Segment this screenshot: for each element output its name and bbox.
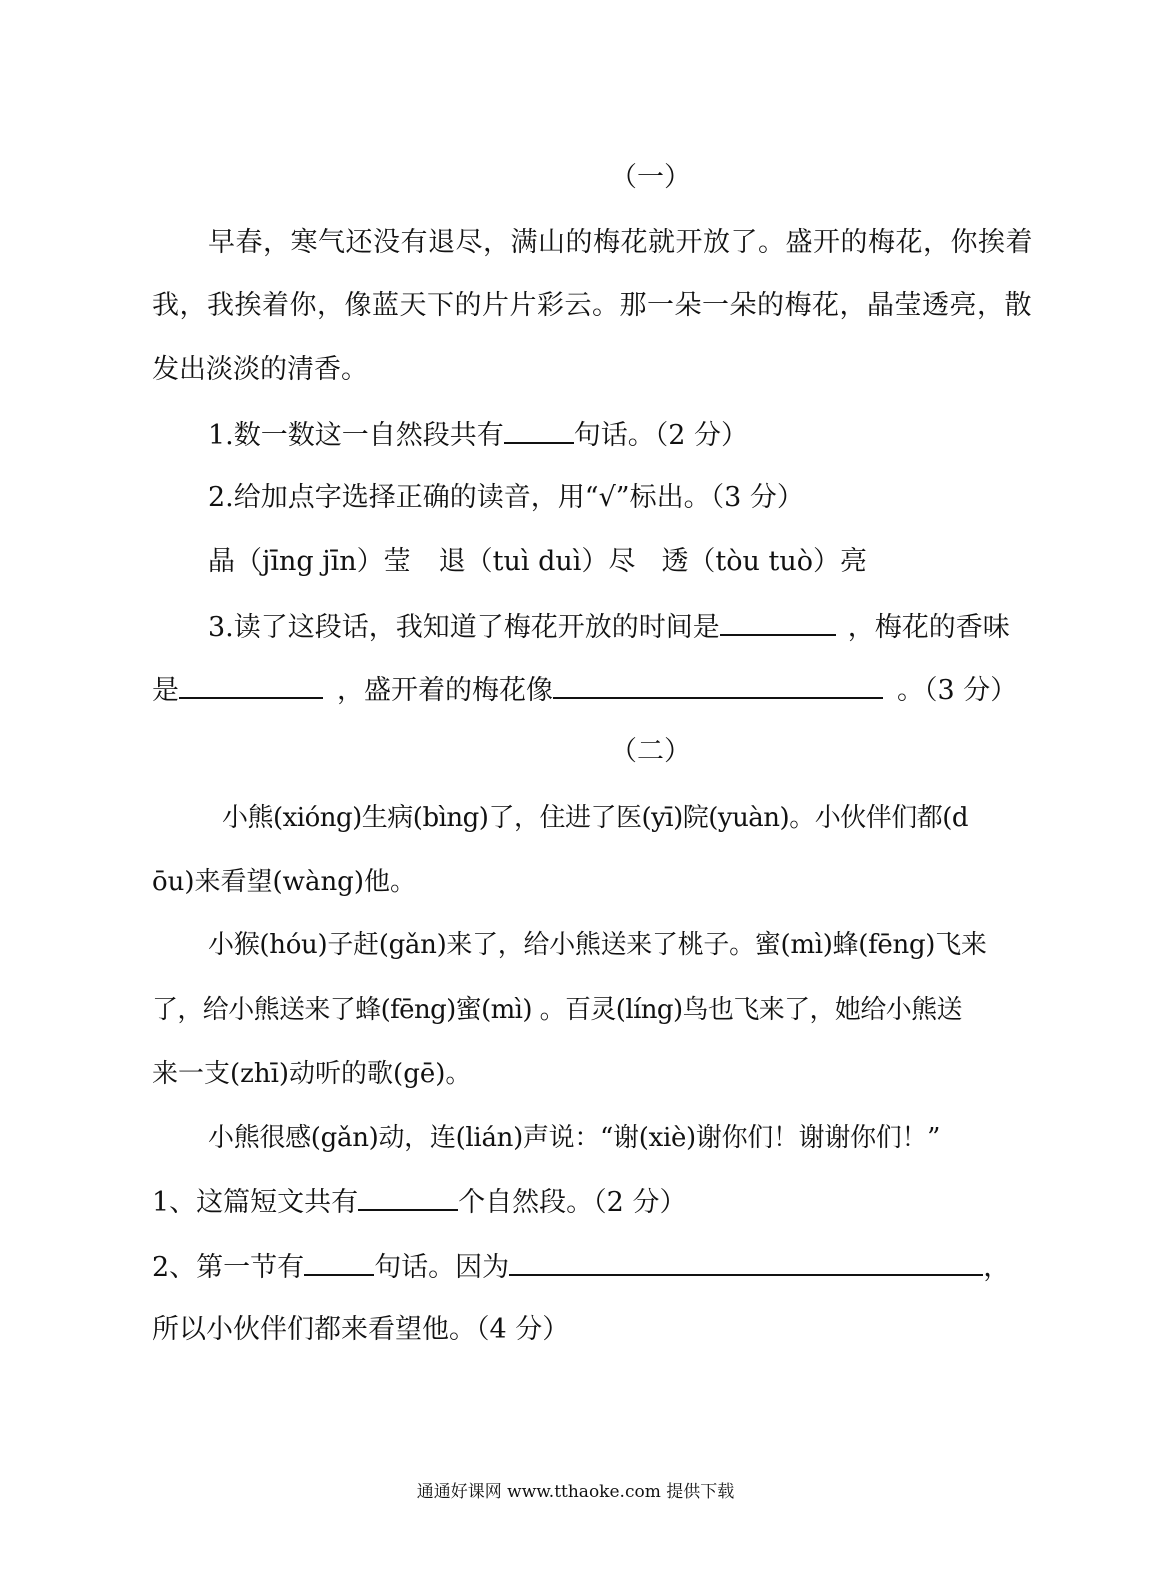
pinyin-option-3[interactable]: 透（tòu tuò）亮 [661, 546, 868, 577]
answer-blank[interactable] [553, 671, 883, 699]
section2-question1 [152, 1183, 686, 1219]
section1-question3-lead: 是 [152, 675, 179, 706]
section1-question2: 2.给加点字选择正确的读音，用“√”标出。（3 分） [208, 482, 804, 513]
section1-question3-line1 [208, 608, 1010, 644]
section1-question2-options [208, 544, 867, 580]
section2-question1-tail: 个自然段。（2 分） [458, 1187, 687, 1218]
section1-question1-tail: 句话。（2 分） [573, 420, 749, 451]
section2-p3-line1: 小熊很感(gǎn)动，连(lián)声说：“谢(xiè)谢你们！谢谢你们！” [208, 1123, 941, 1153]
section2-heading: （二） [610, 736, 691, 767]
section1-heading: （一） [610, 162, 691, 193]
section1-passage-line3: 发出淡淡的清香。 [152, 354, 368, 385]
answer-blank[interactable] [358, 1183, 458, 1211]
section2-p2-line3: 来一支(zhī)动听的歌(gē)。 [152, 1059, 472, 1089]
section2-question1-text: 1、这篇短文共有 [152, 1187, 359, 1218]
section2-question2 [152, 1248, 1010, 1284]
section2-question2-comma: ， [983, 1252, 1011, 1283]
section1-question3-line2 [152, 671, 1017, 707]
section2-question2-mid: 句话。因为 [374, 1252, 510, 1283]
answer-blank[interactable] [720, 608, 836, 636]
section2-question2-line2: 所以小伙伴们都来看望他。（4 分） [152, 1314, 570, 1345]
answer-blank[interactable] [509, 1248, 983, 1276]
section1-passage-line1: 早春，寒气还没有退尽，满山的梅花就开放了。盛开的梅花，你挨着 [208, 227, 1033, 258]
section1-question3-prompt: ，盛开着的梅花像 [337, 675, 553, 706]
pinyin-option-2[interactable]: 退（tuì duì）尽 [438, 546, 636, 577]
page-footer: 通通好课网 www.tthaoke.com 提供下载 [416, 1482, 735, 1502]
section2-p2-line2: 了，给小熊送来了蜂(fēng)蜜(mì) 。百灵(líng)鸟也飞来了，她给小熊送 [152, 995, 962, 1025]
answer-blank[interactable] [504, 416, 574, 444]
answer-blank[interactable] [304, 1248, 374, 1276]
answer-blank[interactable] [179, 671, 323, 699]
section1-question1-text: 1.数一数这一自然段共有 [208, 420, 504, 451]
pinyin-option-1[interactable]: 晶（jīng jīn）莹 [208, 546, 411, 577]
section2-p1-line1: 小熊(xióng)生病(bìng)了，住进了医(yī)院(yuàn)。小伙伴们都(d [222, 803, 968, 833]
section1-question1 [208, 416, 748, 452]
section1-question3-mid: ，梅花的香味 [847, 612, 1010, 643]
section2-p1-line2: ōu)来看望(wàng)他。 [152, 867, 416, 897]
section1-question3-text: 3.读了这段话，我知道了梅花开放的时间是 [208, 612, 720, 643]
section1-passage-line2: 我，我挨着你，像蓝天下的片片彩云。那一朵一朵的梅花，晶莹透亮，散 [152, 290, 1032, 321]
section2-question2-text: 2、第一节有 [152, 1252, 305, 1283]
section1-question3-tail: 。（3 分） [897, 675, 1018, 706]
section2-p2-line1: 小猴(hóu)子赶(gǎn)来了，给小熊送来了桃子。蜜(mì)蜂(fēng)飞来 [208, 930, 987, 960]
